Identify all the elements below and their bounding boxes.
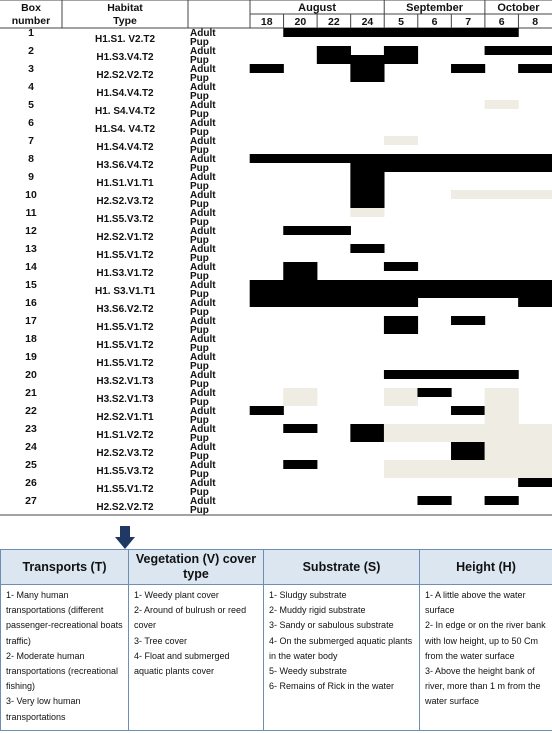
habitat-type: H2.S2.V1.T2 <box>96 232 154 243</box>
presence-cell-adult <box>384 136 418 145</box>
adult-label: Adult <box>190 316 216 327</box>
box-number: 18 <box>25 333 37 345</box>
presence-cell-adult <box>451 154 485 163</box>
presence-cell-adult <box>451 28 485 37</box>
presence-cell-pup <box>518 289 552 298</box>
presence-cell-adult <box>485 154 519 163</box>
presence-cell-adult <box>451 424 485 433</box>
presence-cell-adult <box>384 28 418 37</box>
box-number: 12 <box>25 225 37 237</box>
box-number: 22 <box>25 405 37 417</box>
adult-label: Adult <box>190 172 216 183</box>
arrow-down-icon <box>113 526 137 550</box>
pup-label: Pup <box>190 235 209 246</box>
habitat-type: H1.S5.V1.T2 <box>96 250 154 261</box>
legend-cell-height <box>420 585 552 731</box>
presence-cell-pup <box>451 163 485 172</box>
presence-cell-pup <box>384 55 418 64</box>
habitat-type: H1.S4.V4.T2 <box>96 142 154 153</box>
presence-cell-adult <box>451 316 485 325</box>
habitat-type: H1. S3.V1.T1 <box>94 286 156 297</box>
habitat-type: H1.S1.V2.T2 <box>96 430 154 441</box>
box-number: 6 <box>28 117 34 129</box>
presence-cell-adult <box>384 460 418 469</box>
presence-cell-adult <box>317 154 351 163</box>
pup-label: Pup <box>190 379 209 390</box>
presence-cell-adult <box>451 460 485 469</box>
presence-cell-adult <box>417 28 451 37</box>
legend-header-transports: Transports (T) <box>1 550 129 585</box>
adult-label: Adult <box>190 28 216 39</box>
adult-label: Adult <box>190 262 216 273</box>
habitat-type: H1.S3.V1.T2 <box>96 268 154 279</box>
presence-cell-adult <box>518 46 552 55</box>
habitat-type: H1.S1.V1.T1 <box>96 178 154 189</box>
legend-header-height: Height (H) <box>420 550 552 585</box>
box-number: 25 <box>25 459 37 471</box>
pup-label: Pup <box>190 343 209 354</box>
habitat-type: H2.S2.V3.T2 <box>96 448 154 459</box>
presence-cell-adult <box>350 28 384 37</box>
box-number: 10 <box>25 189 37 201</box>
presence-cell-pup <box>485 397 519 406</box>
presence-cell-pup <box>350 433 384 442</box>
box-number: 1 <box>28 27 34 39</box>
adult-label: Adult <box>190 136 216 147</box>
presence-cell-adult <box>451 406 485 415</box>
presence-cell-adult <box>283 388 317 397</box>
habitat-type: H1.S4.V4.T2 <box>96 88 154 99</box>
presence-cell-pup <box>518 469 552 478</box>
day-label: 8 <box>532 16 539 28</box>
adult-label: Adult <box>190 352 216 363</box>
legend-cell-transports <box>1 585 129 731</box>
habitat-type: H2.S2.V2.T2 <box>96 70 154 81</box>
pup-label: Pup <box>190 469 209 480</box>
presence-cell-adult <box>485 370 519 379</box>
month-label: September <box>406 2 463 14</box>
presence-cell-pup <box>518 433 552 442</box>
pup-label: Pup <box>190 73 209 84</box>
legend-item: 1- A little above the water surface <box>425 590 526 616</box>
presence-cell-adult <box>350 208 384 217</box>
presence-cell-adult <box>417 460 451 469</box>
day-label: 24 <box>361 16 374 28</box>
pup-label: Pup <box>190 397 209 408</box>
legend-item: 1- Many human transportations (different passenger-recreational boats traffic) <box>6 590 123 646</box>
presence-cell-adult <box>283 424 317 433</box>
presence-cell-pup <box>317 55 351 64</box>
presence-cell-pup <box>250 289 284 298</box>
habitat-type: H1.S5.V3.T2 <box>96 214 154 225</box>
habitat-legend-table <box>0 549 552 731</box>
presence-cell-adult <box>485 406 519 415</box>
box-number: 9 <box>28 171 34 183</box>
presence-cell-pup <box>451 469 485 478</box>
presence-cell-pup <box>417 469 451 478</box>
box-number: 4 <box>28 81 34 93</box>
legend-item: 2- Muddy rigid substrate <box>269 605 366 616</box>
habitat-type: H3.S6.V4.T2 <box>96 160 154 171</box>
pup-label: Pup <box>190 325 209 336</box>
pup-label: Pup <box>190 307 209 318</box>
presence-cell-adult <box>417 280 451 289</box>
box-number: 16 <box>25 297 37 309</box>
presence-cell-pup <box>417 433 451 442</box>
adult-label: Adult <box>190 82 216 93</box>
presence-cell-adult <box>417 424 451 433</box>
pup-label: Pup <box>190 199 209 210</box>
legend-header-vegetation: Vegetation (V) cover type <box>129 550 264 585</box>
legend-header-substrate: Substrate (S) <box>264 550 420 585</box>
presence-cell-pup <box>317 289 351 298</box>
adult-label: Adult <box>190 370 216 381</box>
presence-cell-adult <box>317 28 351 37</box>
presence-cell-adult <box>283 280 317 289</box>
presence-cell-adult <box>417 154 451 163</box>
presence-cell-adult <box>250 154 284 163</box>
pup-label: Pup <box>190 91 209 102</box>
pup-label: Pup <box>190 145 209 156</box>
presence-cell-adult <box>384 424 418 433</box>
presence-cell-adult <box>451 64 485 73</box>
presence-cell-adult <box>283 28 317 37</box>
pup-label: Pup <box>190 217 209 228</box>
box-number: 24 <box>25 441 37 453</box>
adult-label: Adult <box>190 496 216 507</box>
presence-cell-pup <box>518 163 552 172</box>
legend-item: 1- Weedy plant cover <box>134 590 219 600</box>
habitat-type: H2.S2.V3.T2 <box>96 196 154 207</box>
presence-cell-pup <box>485 289 519 298</box>
adult-label: Adult <box>190 460 216 471</box>
month-label: October <box>497 2 540 14</box>
box-number: 20 <box>25 369 37 381</box>
adult-label: Adult <box>190 334 216 345</box>
presence-cell-adult <box>350 424 384 433</box>
presence-cell-adult <box>384 46 418 55</box>
legend-item: 2- Moderate human transportations (recreational fishing) <box>6 650 119 692</box>
adult-label: Adult <box>190 208 216 219</box>
presence-cell-adult <box>350 190 384 199</box>
presence-cell-adult <box>350 298 384 307</box>
box-number: 8 <box>28 153 34 165</box>
presence-cell-adult <box>283 460 317 469</box>
presence-cell-adult <box>317 46 351 55</box>
presence-cell-adult <box>451 190 485 199</box>
legend-cell-substrate <box>264 585 420 731</box>
presence-cell-pup <box>485 469 519 478</box>
presence-cell-adult <box>250 280 284 289</box>
pup-label: Pup <box>190 37 209 48</box>
box-number: 26 <box>25 477 37 489</box>
presence-cell-adult <box>485 424 519 433</box>
habitat-type: H1.S1. V2.T2 <box>94 34 156 45</box>
presence-cell-adult <box>518 478 552 487</box>
box-number: 17 <box>25 315 37 327</box>
habitat-type: H3.S6.V2.T2 <box>96 304 154 315</box>
habitat-type: H1.S5.V1.T2 <box>96 340 154 351</box>
pup-label: Pup <box>190 127 209 138</box>
presence-cell-pup <box>485 415 519 424</box>
day-label: 6 <box>431 16 438 28</box>
habitat-type: H3.S2.V1.T3 <box>96 376 154 387</box>
box-number: 3 <box>28 63 34 75</box>
presence-cell-pup <box>518 451 552 460</box>
adult-label: Adult <box>190 244 216 255</box>
box-number: 11 <box>25 207 37 219</box>
pup-label: Pup <box>190 289 209 300</box>
presence-cell-adult <box>317 280 351 289</box>
presence-cell-adult <box>384 298 418 307</box>
presence-cell-adult <box>283 226 317 235</box>
adult-label: Adult <box>190 388 216 399</box>
presence-cell-adult <box>518 460 552 469</box>
pup-label: Pup <box>190 253 209 264</box>
habitat-type: H1.S5.V1.T2 <box>96 358 154 369</box>
presence-cell-adult <box>518 280 552 289</box>
adult-label: Adult <box>190 424 216 435</box>
legend-item: 3- Above the height bank of river, more than 1 m from the water surface <box>425 666 541 707</box>
presence-cell-adult <box>417 388 451 397</box>
presence-cell-pup <box>384 163 418 172</box>
presence-cell-adult <box>417 496 451 505</box>
day-label: 20 <box>294 16 307 28</box>
adult-label: Adult <box>190 298 216 309</box>
presence-cell-adult <box>384 370 418 379</box>
pup-label: Pup <box>190 109 209 120</box>
presence-cell-adult <box>518 190 552 199</box>
presence-cell-pup <box>283 271 317 280</box>
presence-cell-pup <box>350 199 384 208</box>
presence-cell-pup <box>384 433 418 442</box>
adult-label: Adult <box>190 190 216 201</box>
legend-item: 2- In edge or on the river bank with low height, up to 50 Cm from the water surface <box>425 620 546 661</box>
presence-cell-pup <box>384 397 418 406</box>
day-label: 22 <box>328 16 340 28</box>
presence-cell-adult <box>283 262 317 271</box>
habitat-type: H1.S5.V1.T2 <box>96 322 154 333</box>
presence-cell-adult <box>384 316 418 325</box>
presence-cell-adult <box>250 64 284 73</box>
presence-cell-adult <box>485 280 519 289</box>
adult-label: Adult <box>190 118 216 129</box>
presence-cell-adult <box>317 226 351 235</box>
presence-cell-pup <box>451 289 485 298</box>
presence-cell-pup <box>384 289 418 298</box>
presence-cell-pup <box>451 433 485 442</box>
pup-label: Pup <box>190 487 209 498</box>
presence-cell-adult <box>250 298 284 307</box>
presence-cell-pup <box>417 163 451 172</box>
presence-cell-adult <box>384 262 418 271</box>
legend-item: 4- Float and submerged aquatic plants cover <box>134 650 230 677</box>
presence-cell-adult <box>485 28 519 37</box>
adult-label: Adult <box>190 154 216 165</box>
presence-cell-adult <box>485 388 519 397</box>
presence-cell-adult <box>384 154 418 163</box>
habitat-type: H1.S5.V1.T2 <box>96 484 154 495</box>
habitat-type: H1.S3.V4.T2 <box>96 52 154 63</box>
legend-cell-vegetation <box>129 585 264 731</box>
presence-cell-adult <box>417 370 451 379</box>
box-number: 5 <box>28 99 34 111</box>
presence-cell-adult <box>250 406 284 415</box>
box-number: 2 <box>28 45 34 57</box>
presence-cell-pup <box>384 325 418 334</box>
presence-cell-adult <box>283 298 317 307</box>
presence-cell-adult <box>485 460 519 469</box>
presence-cell-pup <box>283 397 317 406</box>
pup-label: Pup <box>190 451 209 462</box>
adult-label: Adult <box>190 406 216 417</box>
habitat-type-header: Type <box>113 15 137 27</box>
legend-item: 1- Sludgy substrate <box>269 590 347 600</box>
legend-item: 2- Around of bulrush or reed cover <box>134 605 247 631</box>
presence-cell-adult <box>451 370 485 379</box>
legend-item: 4- On the submerged aquatic plants in the water body <box>269 635 413 661</box>
presence-cell-adult <box>384 388 418 397</box>
presence-cell-pup <box>350 73 384 82</box>
day-label: 5 <box>398 16 404 28</box>
presence-cell-adult <box>283 154 317 163</box>
adult-label: Adult <box>190 100 216 111</box>
pup-label: Pup <box>190 505 209 516</box>
presence-cell-pup <box>350 55 384 64</box>
pup-label: Pup <box>190 361 209 372</box>
presence-cell-pup <box>283 289 317 298</box>
habitat-type: H1.S5.V3.T2 <box>96 466 154 477</box>
presence-cell-adult <box>518 154 552 163</box>
presence-cell-pup <box>485 451 519 460</box>
legend-item: 3- Tree cover <box>134 635 188 646</box>
adult-label: Adult <box>190 280 216 291</box>
presence-cell-adult <box>485 496 519 505</box>
presence-cell-adult <box>317 298 351 307</box>
presence-cell-pup <box>485 163 519 172</box>
presence-cell-adult <box>350 280 384 289</box>
adult-label: Adult <box>190 46 216 57</box>
legend-item: 6- Remains of Rick in the water <box>269 681 395 692</box>
presence-cell-pup <box>384 469 418 478</box>
presence-cell-pup <box>451 451 485 460</box>
box-number: 21 <box>25 387 37 399</box>
presence-cell-adult <box>451 442 485 451</box>
habitat-type: H2.S2.V2.T2 <box>96 502 154 513</box>
box-number: 27 <box>25 495 37 507</box>
pup-label: Pup <box>190 271 209 282</box>
habitat-type: H1.S4. V4.T2 <box>94 124 156 135</box>
presence-cell-adult <box>451 280 485 289</box>
legend-item: 5- Weedy substrate <box>269 666 347 677</box>
presence-cell-pup <box>350 289 384 298</box>
presence-cell-adult <box>350 172 384 181</box>
adult-label: Adult <box>190 442 216 453</box>
habitat-type: H1. S4.V4.T2 <box>94 106 156 117</box>
habitat-type-header: Habitat <box>107 2 143 14</box>
presence-cell-pup <box>485 433 519 442</box>
month-label: August <box>298 2 337 14</box>
presence-cell-adult <box>518 442 552 451</box>
presence-cell-pup <box>350 181 384 190</box>
habitat-type: H2.S2.V1.T1 <box>96 412 154 423</box>
adult-label: Adult <box>190 478 216 489</box>
pup-label: Pup <box>190 163 209 174</box>
pup-label: Pup <box>190 415 209 426</box>
box-number: 23 <box>25 423 37 435</box>
legend-item: 3- Very low human transportations <box>6 696 81 722</box>
presence-cell-adult <box>485 46 519 55</box>
presence-cell-pup <box>350 163 384 172</box>
legend-item: 3- Sandy or sabulous substrate <box>269 620 394 631</box>
day-label: 18 <box>260 16 273 28</box>
day-label: 6 <box>498 16 505 28</box>
presence-cell-adult <box>350 64 384 73</box>
presence-cell-adult <box>350 244 384 253</box>
adult-label: Adult <box>190 226 216 237</box>
presence-cell-adult <box>518 424 552 433</box>
day-label: 7 <box>465 16 472 28</box>
presence-cell-adult <box>485 190 519 199</box>
box-number-header: number <box>11 15 51 27</box>
pup-label: Pup <box>190 433 209 444</box>
presence-cell-adult <box>518 298 552 307</box>
box-number: 7 <box>28 135 34 147</box>
presence-cell-adult <box>384 280 418 289</box>
box-number: 14 <box>25 261 37 273</box>
box-number: 13 <box>25 243 37 255</box>
presence-cell-adult <box>485 100 519 109</box>
box-number-header: Box <box>21 2 41 14</box>
pup-label: Pup <box>190 181 209 192</box>
presence-cell-pup <box>417 289 451 298</box>
adult-label: Adult <box>190 64 216 75</box>
box-number: 15 <box>25 279 37 291</box>
pup-label: Pup <box>190 55 209 66</box>
presence-cell-adult <box>350 154 384 163</box>
presence-cell-adult <box>518 64 552 73</box>
presence-cell-adult <box>485 442 519 451</box>
box-number: 19 <box>25 351 37 363</box>
habitat-type: H3.S2.V1.T3 <box>96 394 154 405</box>
